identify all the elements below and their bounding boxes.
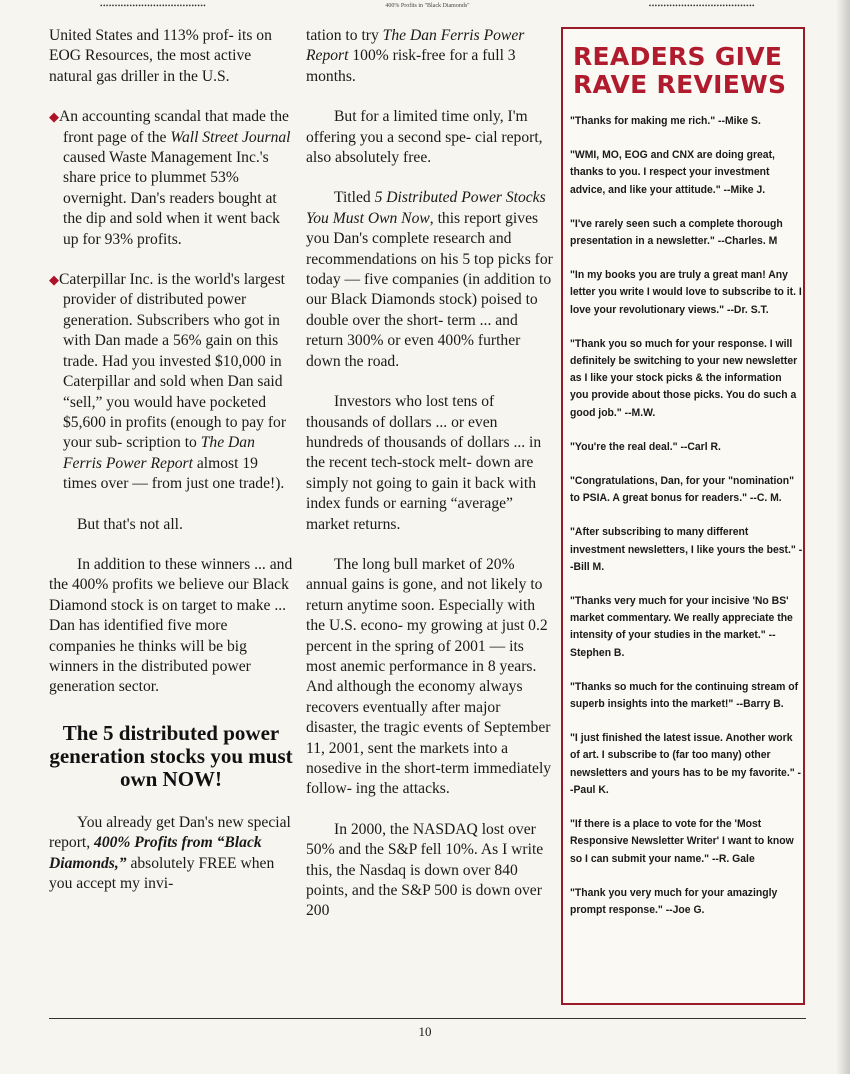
review-quote: "Thanks for making me rich." --Mike S.: [570, 115, 761, 127]
paragraph-text: Titled: [334, 189, 375, 207]
publication-title: The Dan Ferris Power Report: [63, 434, 255, 472]
paragraph: [306, 188, 555, 372]
review-quote: "In my books you are truly a great man! Any letter you write I would love to subscribe to it. I love your revolutionary views." --Dr. S.T.: [570, 269, 802, 316]
bullet-paragraph: [49, 270, 293, 494]
page-edge-shadow: [836, 0, 850, 1074]
paragraph-text: caused Waste Management Inc.'s share price to plummet 53% overnight. Dan's readers bought at the dip and sold when it went back up for 93% profits.: [63, 149, 280, 248]
review-quote: "I just finished the latest issue. Another work of art. I subscribe to (far too many) other newsletters and yours has to be my favorite." --Paul K.: [570, 732, 802, 796]
paragraph-text: almost 19 times over — from just one trade!).: [63, 454, 285, 493]
paragraph-text: , this report gives you Dan's complete research and recommendations on his 5 top picks for today — five companies (in addition to our Black Diamonds stock) poised to double over the short- term ... and return 300% or even 400% further down the road.: [306, 209, 553, 370]
page-number: 10: [418, 1024, 432, 1039]
review-quote: "Thanks very much for your incisive 'No BS' market commentary. We really appreciate the intensity of your studies in the market." --Stephen B.: [570, 595, 793, 659]
footer-rule: [49, 1018, 806, 1019]
paragraph: In 2000, the NASDAQ lost over 50% and the S&P fell 10%. As I write this, the Nasdaq is down over 840 points, and the S&P 500 is down over 200: [306, 820, 544, 920]
paragraph-text: tation to try: [306, 27, 383, 44]
paragraph-text: Caterpillar Inc. is the world's largest provider of distributed power generation. Subscribers who got in with Dan made a 56% gain on this trade. Had you invested $10,000 in Caterpillar and sold when Dan said “sell,” you would have pocketed $5,600 in profits (enough to pay for your sub- scription to: [59, 271, 287, 452]
paragraph-text: You already get Dan's new special report,: [49, 813, 291, 852]
header-dots-left: ••••••••••••••••••••••••••••••••••••: [100, 2, 207, 10]
review-quote: "Thanks so much for the continuing stream of superb insights into the market!" --Barry B.: [570, 680, 799, 711]
paragraph: The long bull market of 20% annual gains is gone, and not likely to return anytime soon. Especially with the U.S. econo- my growing at just 0.2 percent in the spring of 2001 — its most anemic performance in 8 years. And although the economy always recovers eventually after major disaster, the tragic events of September 11, 2001, sent the markets into a nosedive in the short-term immediately follow- ing the attacks.: [306, 555, 552, 798]
publication-title: Wall Street Journal: [170, 128, 291, 146]
left-column: [49, 26, 293, 894]
reader-reviews-box: [561, 27, 805, 1005]
middle-column: [306, 26, 555, 922]
reviews-heading-line: READERS GIVE: [573, 42, 783, 71]
paragraph: United States and 113% prof- its on EOG Resources, the most active natural gas driller in the U.S.: [49, 27, 272, 85]
section-subheading: The 5 distributed power generation stocks you must own NOW!: [49, 720, 293, 791]
running-header-title: 400% Profits in "Black Diamonds": [385, 3, 470, 9]
reviews-heading: [573, 43, 803, 99]
paragraph-text: 100% risk-free for a full 3 months.: [306, 47, 516, 85]
review-quote: "Congratulations, Dan, for your "nomination" to PSIA. A great bonus for readers." --C. M.: [570, 475, 795, 505]
review-quote: "WMI, MO, EOG and CNX are doing great, thanks to you. I respect your investment advice, and like your attitude." --Mike J.: [570, 149, 775, 196]
paragraph: In addition to these winners ... and the 400% profits we believe our Black Diamond stock is on target to make ... Dan has identified five more companies he thinks will be big winners in the distributed power generation sector.: [49, 555, 293, 696]
review-quote: "If there is a place to vote for the 'Most Responsive Newsletter Writer' I want to know so I can submit your name." --R. Gale: [570, 818, 794, 865]
review-quote: "Thank you very much for your amazingly prompt response." --Joe G.: [570, 886, 778, 916]
paragraph: But that's not all.: [77, 515, 183, 533]
reviews-heading-line: RAVE REVIEWS: [573, 70, 787, 99]
review-quote: "You're the real deal." --Carl R.: [570, 440, 721, 453]
report-title: 400% Profits from “Black Diamonds,”: [49, 834, 262, 872]
paragraph: But for a limited time only, I'm offering you a second spe- cial report, also absolutely free.: [306, 108, 543, 167]
paragraph: [49, 813, 293, 895]
report-title: 5 Distributed Power Stocks You Must Own Now: [306, 189, 546, 227]
running-header: [100, 0, 755, 12]
header-dots-right: ••••••••••••••••••••••••••••••••••••: [648, 2, 755, 10]
review-quote: "After subscribing to many different investment newsletters, I like yours the best." --Bill M.: [570, 526, 803, 573]
review-quote: "Thank you so much for your response. I will definitely be switching to your new newsletter as I like your stock picks & the information you provide about those picks. You do such a good job." --M.W.: [570, 337, 798, 419]
diamond-bullet-icon: ◆: [49, 109, 59, 125]
paragraph-text: An accounting scandal that made the front page of the: [59, 108, 289, 146]
bullet-paragraph: [49, 107, 293, 250]
paragraph-text: absolutely FREE when you accept my invi-: [49, 854, 275, 892]
paragraph: Investors who lost tens of thousands of dollars ... or even hundreds of thousands of dollars ... in the recent tech-stock melt- down are simply not going to gain it back with index funds or earning “average” market returns.: [306, 393, 542, 533]
publication-title: The Dan Ferris Power Report: [306, 27, 525, 65]
paragraph: [306, 26, 555, 87]
diamond-bullet-icon: ◆: [49, 272, 59, 288]
review-quote: "I've rarely seen such a complete thorough presentation in a newsletter." --Charles. M: [570, 217, 783, 248]
